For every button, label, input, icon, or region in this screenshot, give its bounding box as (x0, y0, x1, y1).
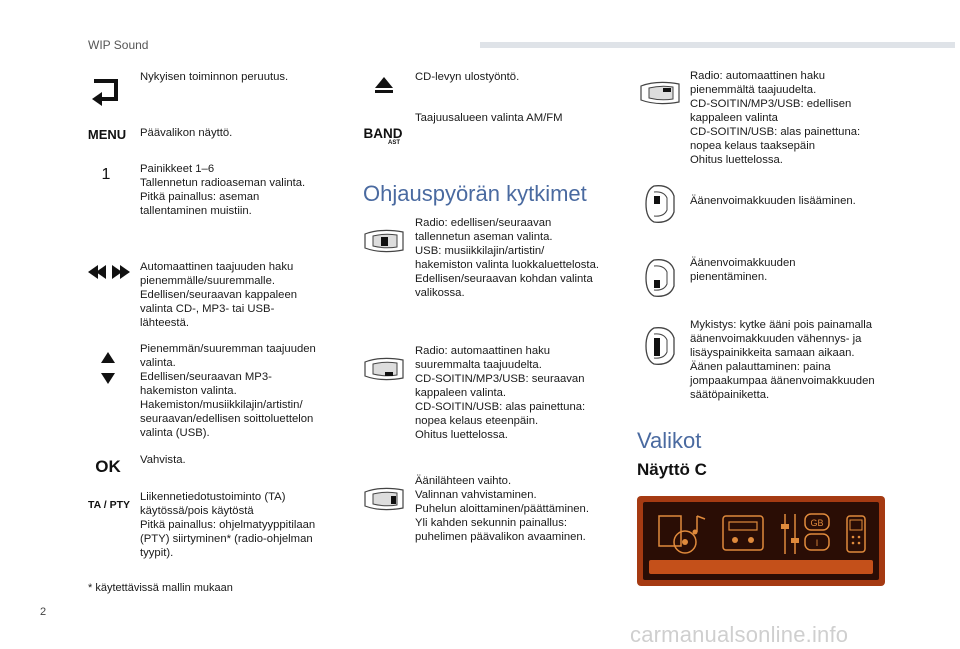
header-bar (480, 42, 955, 48)
section-title-wheel: Ohjauspyörän kytkimet (363, 181, 587, 206)
band-sub-glyph: AST (388, 139, 400, 146)
menu-icon (84, 124, 130, 144)
preset-1-glyph: 1 (101, 166, 111, 183)
right-text-4: Mykistys: kytke ääni pois painamalla äänenvoimakkuuden vähennys- ja lisäyspainikkeita samaan aikaan. Äänen palauttaminen: paina jompaakumpaa äänenvoimakkuuden säätöpainiketta. (690, 319, 875, 401)
wheel-control-icon (636, 78, 682, 108)
mute-control-icon (638, 324, 682, 368)
watermark: carmanualsonline.info (630, 622, 849, 647)
ta-pty-text: Liikennetiedotustoiminto (TA) käytössä/pois käytöstä Pitkä painallus: ohjelmatyyppitilaan (PTY) siirtyminen* (radio-ohjelman tyypit). (140, 491, 316, 559)
ta-pty-icon (86, 496, 132, 514)
back-icon (84, 74, 128, 108)
ta-pty-glyph: TA / PTY (88, 499, 130, 511)
radio-cd-icon (719, 510, 771, 558)
page-number: 2 (40, 606, 47, 618)
preset-1-icon (96, 164, 116, 186)
presets-text: Painikkeet 1–6 Tallennetun radioaseman valinta. Pitkä painallus: aseman tallentaminen muistiin. (140, 163, 306, 217)
sub-title-display-c: Näyttö C (637, 460, 707, 479)
right-text-3: Äänenvoimakkuuden pienentäminen. (690, 257, 796, 283)
footnote: * käytettävissä mallin mukaan (88, 582, 233, 594)
wheel-control-icon (360, 226, 406, 256)
ok-text: Vahvista. (140, 454, 186, 466)
phone-icon (841, 510, 871, 558)
display-screen-inner (643, 502, 879, 580)
back-text: Nykyisen toiminnon peruutus. (140, 71, 289, 83)
band-icon (358, 124, 408, 148)
right-text-2: Äänenvoimakkuuden lisääminen. (690, 195, 856, 207)
menu-glyph: MENU (87, 126, 127, 142)
eject-text: CD-levyn ulostyöntö. (415, 71, 520, 83)
screen-i-label: I (815, 538, 819, 548)
up-down-text: Pienemmän/suuremman taajuuden valinta. Edellisen/seuraavan MP3- hakemiston valinta. Hakemiston/musiikkilajin/artistin/ seuraavan/edellisen soittoluettelon valinta (USB). (140, 343, 316, 439)
display-screen (637, 496, 885, 586)
screen-gb-label: GB (810, 518, 824, 528)
eject-icon (372, 74, 396, 96)
display-selection-bar (649, 560, 873, 574)
ok-glyph: OK (95, 457, 121, 476)
section-title-menus: Valikot (637, 428, 702, 453)
music-media-icon (657, 510, 709, 558)
wheel-text-2: Radio: automaattinen haku suuremmalta taajuudelta. CD-SOITIN/MP3/USB: seuraavan kappaleen valinta. CD-SOITIN/USB: alas painettuna: nopea kelaus eteenpäin. Ohitus luettelossa. (415, 345, 586, 441)
volume-down-control-icon (638, 256, 682, 300)
wheel-text-1: Radio: edellisen/seuraavan tallennetun aseman valinta. USB: musiikkilajin/artistin/ hakemiston valinta luokkaluettelosta. Edellisen/seuraavan kohdan valinta valikossa. (415, 217, 599, 299)
right-text-1: Radio: automaattinen haku pienemmältä taajuudelta. CD-SOITIN/MP3/USB: edellisen kappaleen valinta CD-SOITIN/USB: alas painettuna: nopea kelaus taaksepäin Ohitus luettelossa. (690, 70, 861, 166)
band-glyph: BAND (363, 125, 403, 141)
band-text: Taajuusalueen valinta AM/FM (415, 112, 563, 124)
settings-equalizer-icon (779, 510, 839, 558)
up-down-arrows-icon (98, 350, 118, 386)
menu-text: Päävalikon näyttö. (140, 127, 233, 139)
seek-text: Automaattinen taajuuden haku pienemmälle/suuremmalle. Edellisen/seuraavan kappaleen valinta CD-, MP3- tai USB- lähteestä. (140, 261, 298, 329)
header-title: WIP Sound (88, 38, 149, 52)
seek-left-right-icon (86, 262, 132, 282)
ok-icon (90, 456, 126, 478)
volume-up-control-icon (638, 182, 682, 226)
wheel-control-icon (360, 484, 406, 514)
wheel-text-3: Äänilähteen vaihto. Valinnan vahvistaminen. Puhelun aloittaminen/päättäminen. Yli kahden sekunnin painallus: puhelimen päävalikon avaaminen. (415, 475, 589, 543)
wheel-control-icon (360, 354, 406, 384)
